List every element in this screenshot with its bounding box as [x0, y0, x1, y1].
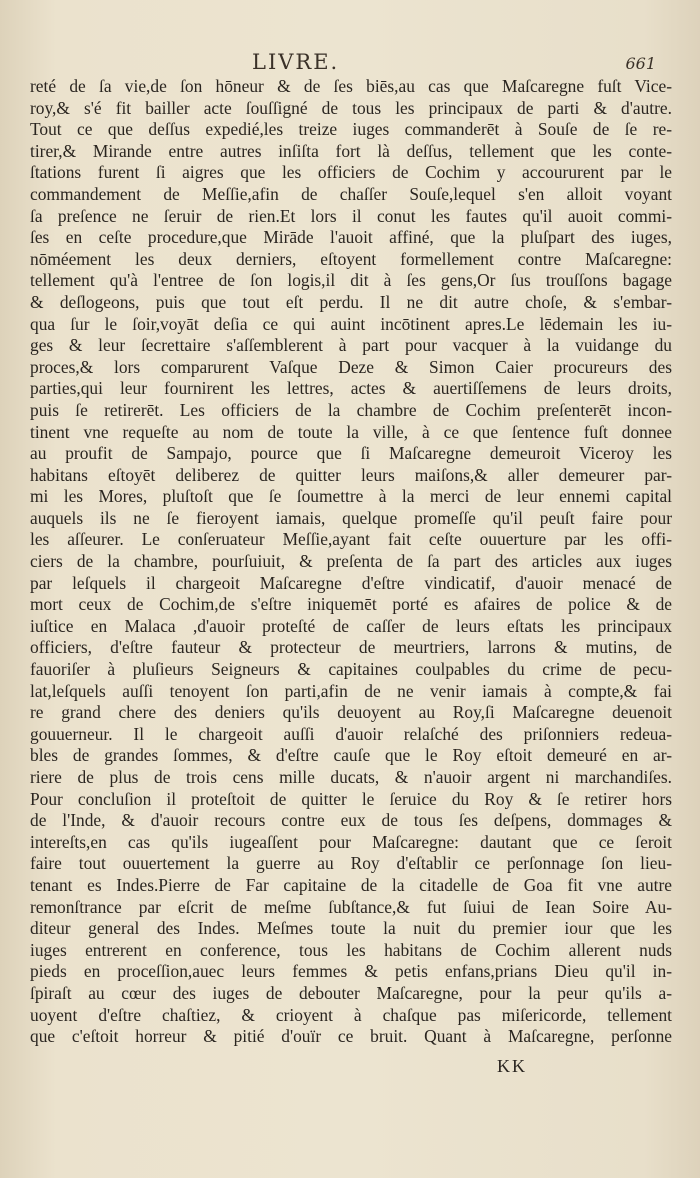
text-line: tirer,& Mirande entre autres inſiſta fort là deſſus, tellement que les conte-: [30, 140, 672, 161]
text-line: mi les Mores, pluſtoſt que ſe ſoumettre à la merci de leur ennemi capital: [30, 486, 672, 507]
text-line: gouuerneur. Il le chargeoit auſſi d'auoir relaſché des priſonniers redeua-: [30, 723, 672, 744]
text-line: ges & leur ſecrettaire s'aſſemblerent à part pour vacquer à la vuidange du: [30, 335, 672, 356]
text-line: iuſtice en Malaca ,d'auoir proteſté de caſſer de leurs eſtats les principaux: [30, 615, 672, 636]
text-line: ſes en ceſte procedure,que Mirāde l'auoit affiné, que la pluſpart des iuges,: [30, 227, 672, 248]
text-line: bles de grandes ſommes, & d'eſtre cauſe que le Roy eſtoit demeuré en ar-: [30, 745, 672, 766]
text-line: auquels ils ne ſe fieroyent iamais, quelque promeſſe qu'il peuſt faire pour: [30, 507, 672, 528]
running-title: LIVRE.: [252, 50, 340, 74]
text-line: fauoriſer à pluſieurs Seigneurs & capitaines coulpables du crime de pecu-: [30, 659, 672, 680]
text-line: faire tout ouuertement la guerre au Roy d'eſtablir ce perſonnage ſon lieu-: [30, 853, 672, 874]
text-line: qua ſur le ſoir,voyāt deſia ce qui auint incōtinent apres.Le lēdemain les iu-: [30, 313, 672, 334]
text-line: officiers, d'eſtre fauteur & protecteur de meurtriers, larrons & mutins, de: [30, 637, 672, 658]
text-line: iuges entrerent en conference, tous les habitans de Cochim allerent nuds: [30, 939, 672, 960]
signature-mark: KK: [497, 1056, 527, 1076]
text-line: au proufit de Sampajo, pource que ſi Maſcaregne demeuroit Viceroy les: [30, 443, 672, 464]
text-line: les aſſeurer. Le conſeruateur Meſſie,ayant fait ceſte ouuerture par les offi-: [30, 529, 672, 550]
text-line: ciers de la chambre, pourſuiuit, & preſenta de ſa part des articles aux iuges: [30, 551, 672, 572]
text-line: parties,qui leur fournirent les lettres, actes & auertiſſemens de leurs droits,: [30, 378, 672, 399]
text-line: par leſquels il chargeoit Maſcaregne d'eſtre vindicatif, d'auoir menacé de: [30, 572, 672, 593]
text-line: roy,& s'é fit bailler acte ſouſſigné de tous les principaux de parti & d'autre.: [30, 97, 672, 118]
text-line: nōméement les deux derniers, eſtoyent formellement contre Maſcaregne:: [30, 248, 672, 269]
text-line: proces,& lors comparurent Vaſque Deze & Simon Caier procureurs des: [30, 356, 672, 377]
text-line: uoyent d'eſtre chaſtiez, & crioyent à chaſque pas miſericorde, tellement: [30, 1004, 672, 1025]
text-line: que c'eſtoit horreur & pitié d'ouïr ce bruit. Quant à Maſcaregne, perſonne: [30, 1026, 672, 1047]
text-line: lat,leſquels auſſi tenoyent ſon parti,afin de ne venir iamais à compte,& fai: [30, 680, 672, 701]
text-line: reté de ſa vie,de ſon hōneur & de ſes biēs,au cas que Maſcaregne fuſt Vice-: [30, 76, 672, 96]
text-line: de l'Inde, & d'auoir recours contre eux de tous ſes deſpens, dommages &: [30, 810, 672, 831]
text-line: Pour concluſion il proteſtoit de quitter le ſeruice du Roy & ſe retirer hors: [30, 788, 672, 809]
text-line: diteur general des Indes. Meſmes toute la nuit du premier iour que les: [30, 918, 672, 939]
text-line: remonſtrance par eſcrit de meſme ſubſtance,& fut ſuiui de Iean Soire Au-: [30, 896, 672, 917]
page-number: 661: [625, 54, 656, 73]
text-line: re grand chere des deniers qu'ils deuoyent au Roy,ſi Maſcaregne deuenoit: [30, 702, 672, 723]
text-line: & deſlogeons, puis que tout eſt perdu. Il ne dit autre choſe, & s'embar-: [30, 291, 672, 312]
text-line: tellement qu'à l'entree de ſon logis,il dit à ſes gens,Or ſus trouſſons bagage: [30, 270, 672, 291]
text-line: tenant es Indes.Pierre de Far capitaine de la citadelle de Goa fit vne autre: [30, 874, 672, 895]
text-line: tinent vne requeſte au nom de toute la ville, à ce que ſentence fuſt donnee: [30, 421, 672, 442]
body-text: [30, 76, 672, 1048]
text-line: mort ceux de Cochim,de s'eſtre iniquemēt porté es afaires de police & de: [30, 594, 672, 615]
text-line: habitans eſtoyēt deliberez de quitter leurs maiſons,& aller demeurer par-: [30, 464, 672, 485]
text-line: puis ſe retirerēt. Les officiers de la chambre de Cochim preſenterēt incon-: [30, 399, 672, 420]
text-line: ſa preſence ne ſeruir de rien.Et lors il conut les fautes qu'il auoit commi-: [30, 205, 672, 226]
text-line: riere de plus de trois cens mille ducats, & n'auoir argent ni marchandiſes.: [30, 767, 672, 787]
text-line: Tout ce que deſſus expedié,les treize iuges commanderēt à Souſe de ſe re-: [30, 119, 672, 140]
text-line: pieds en proceſſion,auec leurs femmes & petis enfans,prians Dieu qu'il in-: [30, 961, 672, 982]
text-line: commandement de Meſſie,afin de chaſſer Souſe,lequel s'en alloit voyant: [30, 183, 672, 204]
text-line: ſpiraſt au cœur des iuges de debouter Maſcaregne, pour la peur qu'ils a-: [30, 982, 672, 1003]
page-header: [0, 46, 700, 74]
text-line: ſtations furent ſi aigres que les officiers de Cochim y accoururent par le: [30, 162, 672, 183]
text-line: intereſts,en cas qu'ils iugeaſſent pour Maſcaregne: dautant que ce ſeroit: [30, 831, 672, 852]
